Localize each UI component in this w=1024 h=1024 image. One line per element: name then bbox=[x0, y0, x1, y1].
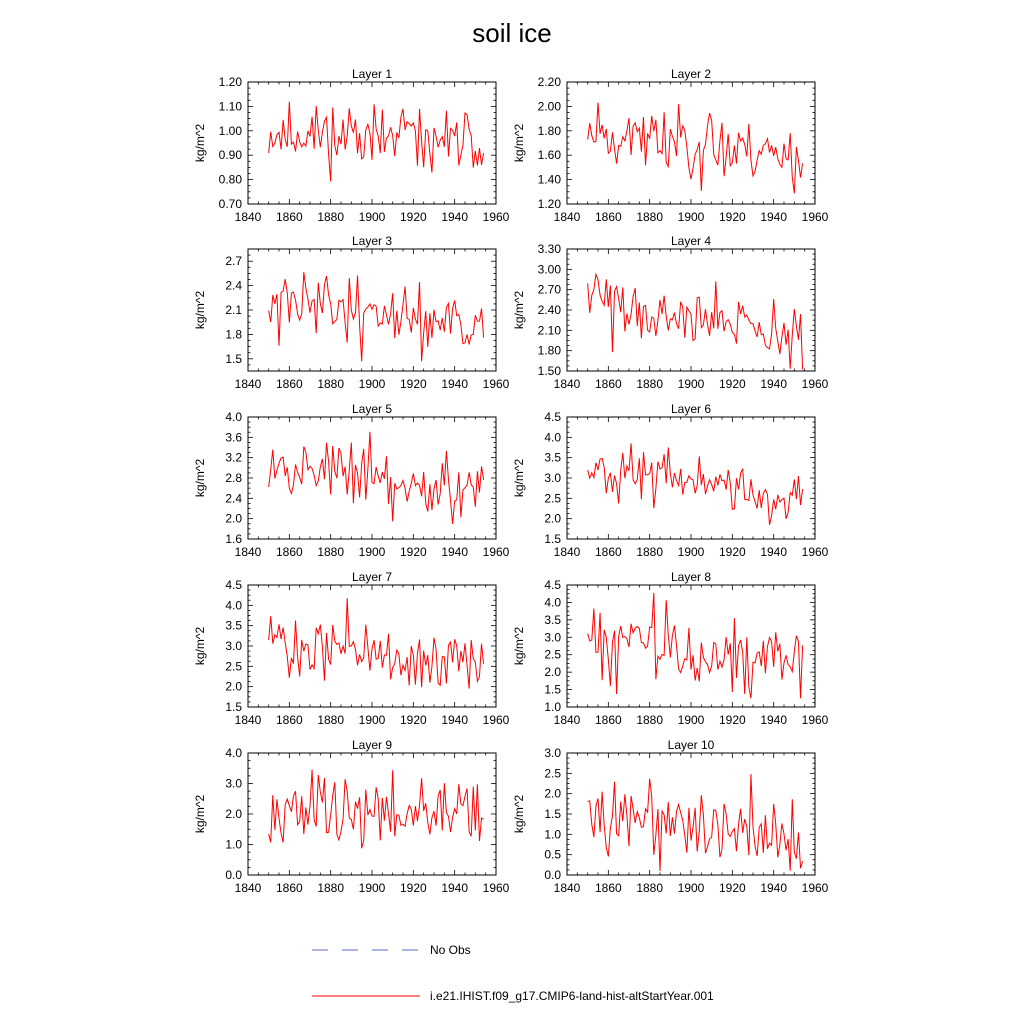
y-tick-label: 4.5 bbox=[544, 578, 561, 592]
y-tick-label: 1.6 bbox=[225, 532, 242, 546]
x-tick-label: 1940 bbox=[441, 545, 469, 559]
y-tick-label: 1.50 bbox=[537, 364, 561, 378]
x-tick-label: 1920 bbox=[399, 545, 427, 559]
y-tick-label: 1.0 bbox=[544, 700, 561, 714]
x-tick-label: 1860 bbox=[275, 881, 303, 895]
y-tick-label: 1.20 bbox=[537, 197, 561, 211]
y-axis-label: kg/m^2 bbox=[512, 290, 526, 330]
y-tick-label: 1.0 bbox=[225, 837, 242, 852]
x-tick-label: 1840 bbox=[234, 545, 262, 559]
x-tick-label: 1880 bbox=[636, 881, 664, 895]
x-tick-label: 1960 bbox=[801, 713, 829, 727]
y-tick-label: 3.5 bbox=[544, 450, 561, 465]
x-tick-label: 1860 bbox=[594, 881, 622, 895]
x-tick-label: 1900 bbox=[677, 713, 705, 727]
series-line bbox=[269, 598, 484, 688]
y-tick-label: 4.0 bbox=[544, 430, 561, 445]
panel-title: Layer 10 bbox=[667, 738, 715, 752]
y-tick-label: 2.1 bbox=[225, 303, 242, 317]
x-tick-label: 1940 bbox=[760, 713, 788, 727]
plot-frame bbox=[248, 753, 496, 875]
y-tick-label: 1.00 bbox=[218, 123, 242, 138]
panel-title: Layer 4 bbox=[670, 234, 712, 248]
panel-title: Layer 1 bbox=[351, 67, 393, 81]
x-tick-label: 1960 bbox=[801, 210, 829, 224]
x-tick-label: 1840 bbox=[553, 881, 581, 895]
x-tick-label: 1960 bbox=[482, 210, 510, 224]
x-tick-label: 1900 bbox=[677, 377, 705, 391]
x-tick-label: 1880 bbox=[636, 545, 664, 559]
x-tick-label: 1900 bbox=[358, 881, 386, 895]
y-tick-label: 0.70 bbox=[218, 197, 242, 211]
x-tick-label: 1880 bbox=[317, 713, 345, 727]
y-tick-label: 2.0 bbox=[225, 511, 242, 526]
panel-layer-6 bbox=[512, 402, 829, 559]
y-tick-label: 3.5 bbox=[544, 612, 561, 627]
x-tick-label: 1900 bbox=[677, 545, 705, 559]
series-line bbox=[588, 443, 803, 524]
x-tick-label: 1960 bbox=[482, 713, 510, 727]
x-tick-label: 1860 bbox=[594, 210, 622, 224]
y-axis-label: kg/m^2 bbox=[193, 458, 207, 498]
x-tick-label: 1920 bbox=[399, 377, 427, 391]
y-tick-label: 2.0 bbox=[544, 511, 561, 526]
series-line bbox=[588, 274, 803, 369]
y-axis-label: kg/m^2 bbox=[193, 794, 207, 834]
legend-entry-1 bbox=[312, 943, 471, 957]
x-tick-label: 1920 bbox=[718, 377, 746, 391]
y-axis-label: kg/m^2 bbox=[512, 458, 526, 498]
panel-layer-8 bbox=[512, 570, 829, 727]
x-tick-label: 1880 bbox=[636, 210, 664, 224]
x-tick-label: 1920 bbox=[399, 881, 427, 895]
x-tick-label: 1960 bbox=[801, 545, 829, 559]
y-axis-label: kg/m^2 bbox=[512, 626, 526, 666]
y-tick-label: 2.5 bbox=[544, 491, 561, 506]
y-tick-label: 1.10 bbox=[218, 99, 242, 114]
panel-layer-7 bbox=[193, 570, 510, 727]
y-tick-label: 1.60 bbox=[537, 148, 561, 163]
plot-frame bbox=[567, 585, 815, 707]
y-tick-label: 2.20 bbox=[537, 75, 561, 89]
y-axis-label: kg/m^2 bbox=[193, 123, 207, 163]
x-tick-label: 1900 bbox=[358, 210, 386, 224]
x-tick-label: 1960 bbox=[801, 881, 829, 895]
panels-group bbox=[193, 67, 829, 895]
y-tick-label: 2.4 bbox=[225, 278, 242, 293]
panel-title: Layer 2 bbox=[670, 67, 712, 81]
figure-title: soil ice bbox=[472, 18, 552, 48]
y-tick-label: 3.6 bbox=[225, 430, 242, 445]
x-tick-label: 1920 bbox=[718, 713, 746, 727]
y-tick-label: 1.80 bbox=[537, 343, 561, 358]
panel-title: Layer 6 bbox=[670, 402, 712, 416]
panel-layer-2 bbox=[512, 67, 829, 224]
x-tick-label: 1840 bbox=[234, 377, 262, 391]
legend-entry-2 bbox=[312, 989, 714, 1003]
x-tick-label: 1880 bbox=[317, 545, 345, 559]
y-axis-label: kg/m^2 bbox=[193, 626, 207, 666]
x-tick-label: 1880 bbox=[317, 210, 345, 224]
panel-layer-4 bbox=[512, 234, 829, 391]
y-tick-label: 1.20 bbox=[218, 75, 242, 89]
x-tick-label: 1860 bbox=[594, 713, 622, 727]
series-line bbox=[269, 272, 484, 361]
y-tick-label: 1.5 bbox=[544, 807, 561, 821]
y-axis-label: kg/m^2 bbox=[512, 794, 526, 834]
x-tick-label: 1940 bbox=[760, 210, 788, 224]
y-tick-label: 4.5 bbox=[225, 578, 242, 592]
x-tick-label: 1920 bbox=[399, 713, 427, 727]
x-tick-label: 1840 bbox=[234, 713, 262, 727]
y-tick-label: 2.0 bbox=[225, 807, 242, 821]
x-tick-label: 1880 bbox=[636, 713, 664, 727]
x-tick-label: 1840 bbox=[234, 210, 262, 224]
y-tick-label: 1.5 bbox=[544, 682, 561, 697]
x-tick-label: 1860 bbox=[275, 377, 303, 391]
x-tick-label: 1860 bbox=[275, 210, 303, 224]
x-tick-label: 1840 bbox=[553, 210, 581, 224]
x-tick-label: 1940 bbox=[441, 713, 469, 727]
panel-layer-9 bbox=[193, 738, 510, 895]
panel-title: Layer 9 bbox=[351, 738, 393, 752]
y-tick-label: 2.0 bbox=[225, 679, 242, 694]
x-tick-label: 1900 bbox=[358, 713, 386, 727]
panel-layer-3 bbox=[193, 234, 510, 391]
plot-frame bbox=[567, 82, 815, 204]
panel-layer-10 bbox=[512, 738, 829, 895]
y-tick-label: 2.4 bbox=[225, 491, 242, 506]
y-tick-label: 2.5 bbox=[544, 647, 561, 662]
y-tick-label: 3.0 bbox=[225, 776, 242, 791]
y-tick-label: 3.2 bbox=[225, 450, 242, 465]
x-tick-label: 1940 bbox=[760, 377, 788, 391]
series-line bbox=[269, 102, 484, 182]
x-tick-label: 1920 bbox=[399, 210, 427, 224]
y-tick-label: 4.0 bbox=[225, 746, 242, 760]
y-tick-label: 2.10 bbox=[537, 323, 561, 338]
y-tick-label: 2.40 bbox=[537, 303, 561, 317]
x-tick-label: 1960 bbox=[482, 377, 510, 391]
y-axis-label: kg/m^2 bbox=[512, 123, 526, 163]
x-tick-label: 1840 bbox=[234, 881, 262, 895]
series-line bbox=[269, 770, 484, 849]
y-tick-label: 3.0 bbox=[544, 746, 561, 760]
plot-frame bbox=[567, 249, 815, 371]
x-tick-label: 1900 bbox=[677, 881, 705, 895]
series-line bbox=[588, 593, 803, 698]
x-tick-label: 1860 bbox=[275, 545, 303, 559]
y-tick-label: 1.5 bbox=[225, 700, 242, 714]
legend bbox=[312, 943, 714, 1003]
x-tick-label: 1840 bbox=[553, 713, 581, 727]
y-tick-label: 1.5 bbox=[225, 351, 242, 366]
y-tick-label: 4.0 bbox=[225, 410, 242, 424]
y-tick-label: 2.7 bbox=[225, 254, 242, 269]
series-line bbox=[588, 103, 803, 194]
y-tick-label: 2.5 bbox=[544, 766, 561, 781]
x-tick-label: 1880 bbox=[636, 377, 664, 391]
panel-title: Layer 7 bbox=[351, 570, 393, 584]
y-tick-label: 4.0 bbox=[225, 598, 242, 613]
y-tick-label: 4.0 bbox=[544, 595, 561, 610]
y-tick-label: 2.0 bbox=[544, 786, 561, 801]
y-tick-label: 2.5 bbox=[225, 659, 242, 674]
x-tick-label: 1860 bbox=[594, 545, 622, 559]
panel-title: Layer 3 bbox=[351, 234, 393, 248]
x-tick-label: 1940 bbox=[760, 881, 788, 895]
x-tick-label: 1920 bbox=[718, 881, 746, 895]
y-axis-label: kg/m^2 bbox=[193, 290, 207, 330]
series-line bbox=[588, 774, 803, 871]
y-tick-label: 0.90 bbox=[218, 148, 242, 163]
y-tick-label: 3.00 bbox=[537, 262, 561, 277]
legend-label: i.e21.IHIST.f09_g17.CMIP6-land-hist-altStartYear.001 bbox=[430, 989, 714, 1003]
panel-title: Layer 8 bbox=[670, 570, 712, 584]
y-tick-label: 3.0 bbox=[544, 471, 561, 485]
x-tick-label: 1940 bbox=[441, 210, 469, 224]
x-tick-label: 1840 bbox=[553, 377, 581, 391]
y-tick-label: 1.0 bbox=[544, 827, 561, 842]
y-tick-label: 2.00 bbox=[537, 99, 561, 114]
y-tick-label: 2.70 bbox=[537, 282, 561, 297]
x-tick-label: 1860 bbox=[275, 713, 303, 727]
panel-layer-5 bbox=[193, 402, 510, 559]
y-tick-label: 3.5 bbox=[225, 618, 242, 633]
x-tick-label: 1960 bbox=[482, 545, 510, 559]
x-tick-label: 1900 bbox=[358, 377, 386, 391]
y-tick-label: 1.8 bbox=[225, 327, 242, 342]
x-tick-label: 1960 bbox=[801, 377, 829, 391]
panel-layer-1 bbox=[193, 67, 510, 224]
x-tick-label: 1840 bbox=[553, 545, 581, 559]
x-tick-label: 1860 bbox=[594, 377, 622, 391]
x-tick-label: 1880 bbox=[317, 377, 345, 391]
series-line bbox=[269, 432, 484, 524]
y-tick-label: 1.80 bbox=[537, 123, 561, 138]
panel-title: Layer 5 bbox=[351, 402, 393, 416]
y-tick-label: 3.0 bbox=[544, 630, 561, 645]
y-tick-label: 1.5 bbox=[544, 532, 561, 546]
plot-frame bbox=[248, 585, 496, 707]
x-tick-label: 1900 bbox=[677, 210, 705, 224]
x-tick-label: 1900 bbox=[358, 545, 386, 559]
y-tick-label: 2.0 bbox=[544, 665, 561, 680]
x-tick-label: 1920 bbox=[718, 210, 746, 224]
x-tick-label: 1940 bbox=[760, 545, 788, 559]
plot-frame bbox=[248, 82, 496, 204]
legend-label: No Obs bbox=[430, 943, 471, 957]
y-tick-label: 0.80 bbox=[218, 172, 242, 187]
x-tick-label: 1960 bbox=[482, 881, 510, 895]
y-tick-label: 3.30 bbox=[537, 242, 561, 256]
y-tick-label: 0.0 bbox=[225, 868, 242, 882]
x-tick-label: 1940 bbox=[441, 881, 469, 895]
x-tick-label: 1940 bbox=[441, 377, 469, 391]
y-tick-label: 0.5 bbox=[544, 847, 561, 862]
x-tick-label: 1880 bbox=[317, 881, 345, 895]
y-tick-label: 2.8 bbox=[225, 471, 242, 485]
y-tick-label: 0.0 bbox=[544, 868, 561, 882]
x-tick-label: 1920 bbox=[718, 545, 746, 559]
y-tick-label: 4.5 bbox=[544, 410, 561, 424]
y-tick-label: 3.0 bbox=[225, 639, 242, 653]
y-tick-label: 1.40 bbox=[537, 172, 561, 187]
